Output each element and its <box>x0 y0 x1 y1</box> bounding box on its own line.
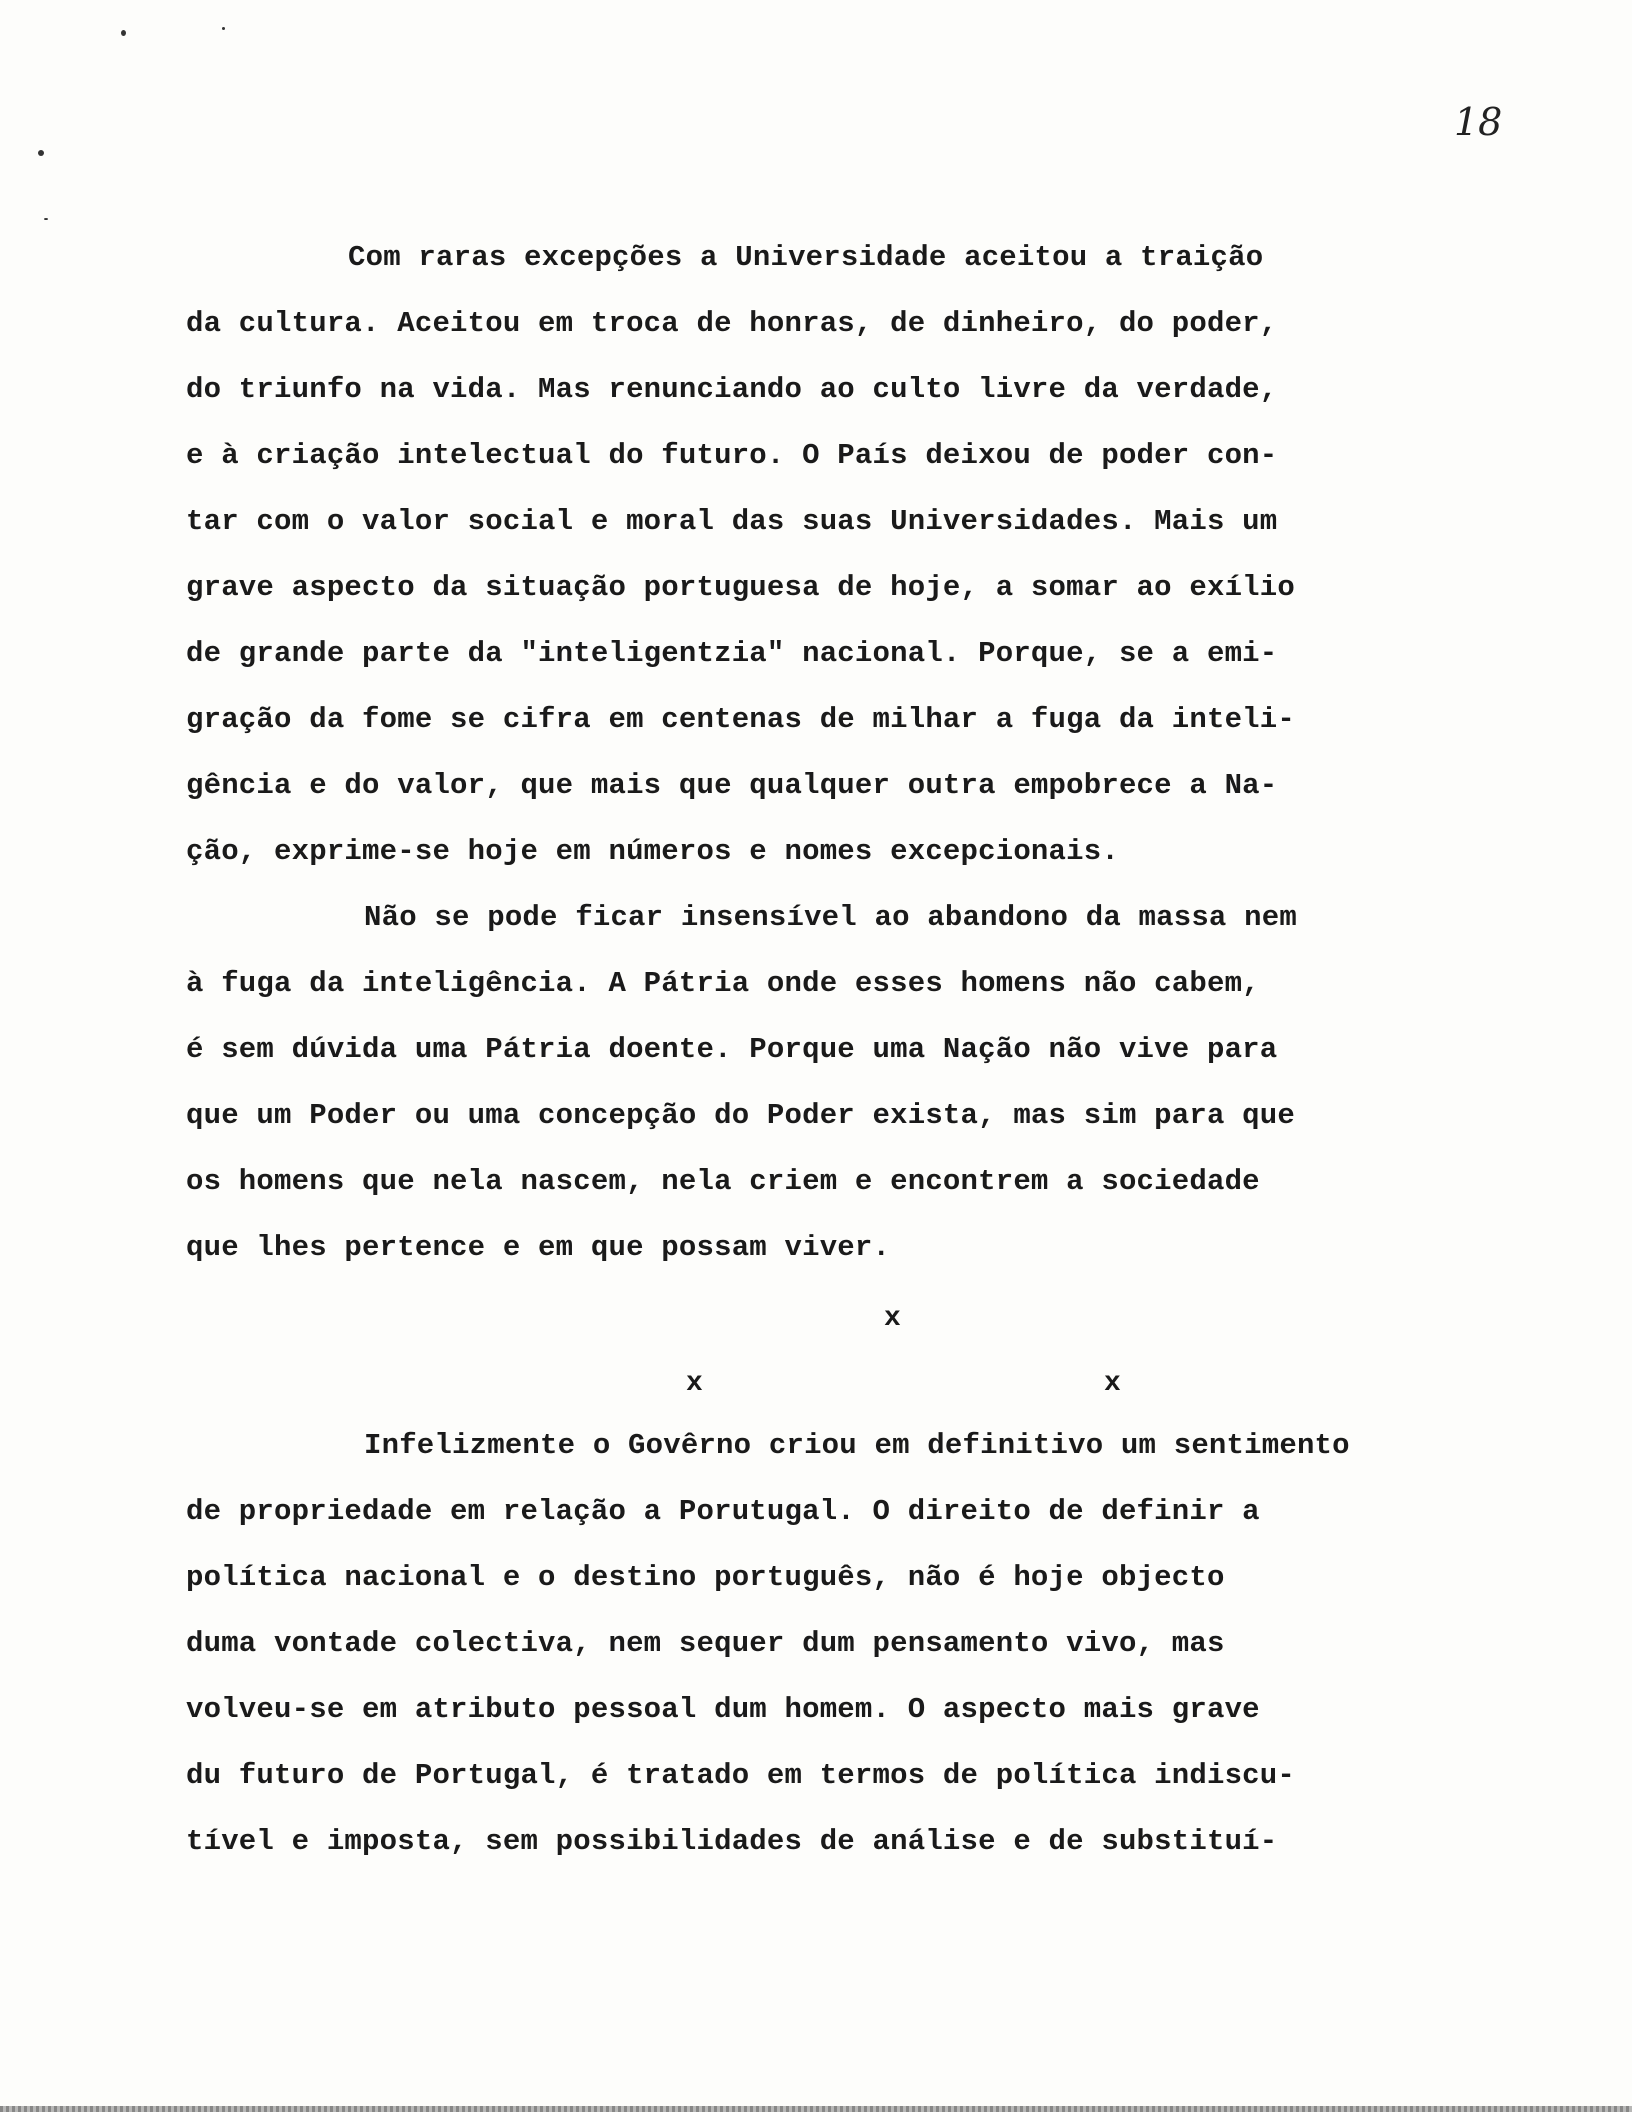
section-separator-right: x <box>1104 1368 1121 1399</box>
paragraph-2-line-5: os homens que nela nascem, nela criem e encontrem a sociedade <box>186 1165 1260 1198</box>
paragraph-1-line-4: e à criação intelectual do futuro. O País deixou de poder con- <box>186 439 1278 472</box>
paragraph-3-line-4: duma vontade colectiva, nem sequer dum pensamento vivo, mas <box>186 1627 1225 1660</box>
paragraph-2-line-6: que lhes pertence e em que possam viver. <box>186 1231 891 1264</box>
section-separator-left: x <box>686 1368 703 1399</box>
paragraph-3-line-6: du futuro de Portugal, é tratado em termos de política indiscu- <box>186 1759 1295 1792</box>
scan-speck <box>121 30 126 36</box>
paragraph-2-line-3: é sem dúvida uma Pátria doente. Porque uma Nação não vive para <box>186 1033 1278 1066</box>
paragraph-3-line-7: tível e imposta, sem possibilidades de análise e de substituí- <box>186 1825 1278 1858</box>
paragraph-3-line-1: Infelizmente o Govêrno criou em definitivo um sentimento <box>364 1429 1350 1462</box>
paragraph-1-line-6: grave aspecto da situação portuguesa de hoje, a somar ao exílio <box>186 571 1295 604</box>
paragraph-1-line-10: ção, exprime-se hoje em números e nomes excepcionais. <box>186 835 1119 868</box>
paragraph-1-line-8: gração da fome se cifra em centenas de milhar a fuga da inteli- <box>186 703 1295 736</box>
scan-speck <box>38 150 44 156</box>
scan-speck <box>44 218 48 220</box>
scan-bottom-edge <box>0 2106 1632 2112</box>
paragraph-2-line-2: à fuga da inteligência. A Pátria onde esses homens não cabem, <box>186 967 1260 1000</box>
paragraph-3-line-5: volveu-se em atributo pessoal dum homem. O aspecto mais grave <box>186 1693 1260 1726</box>
paragraph-2-line-4: que um Poder ou uma concepção do Poder exista, mas sim para que <box>186 1099 1295 1132</box>
paragraph-3-line-3: política nacional e o destino português, não é hoje objecto <box>186 1561 1225 1594</box>
paragraph-1-line-5: tar com o valor social e moral das suas Universidades. Mais um <box>186 505 1278 538</box>
paragraph-3-line-2: de propriedade em relação a Porutugal. O direito de definir a <box>186 1495 1260 1528</box>
section-separator-top: x <box>884 1303 901 1334</box>
page-number: 18 <box>1454 100 1503 144</box>
paragraph-1-line-7: de grande parte da "inteligentzia" nacional. Porque, se a emi- <box>186 637 1278 670</box>
scan-speck <box>222 27 225 30</box>
paragraph-1-line-1: Com raras excepções a Universidade aceitou a traição <box>348 241 1264 274</box>
paragraph-1-line-3: do triunfo na vida. Mas renunciando ao culto livre da verdade, <box>186 373 1278 406</box>
paragraph-2-line-1: Não se pode ficar insensível ao abandono da massa nem <box>364 901 1297 934</box>
paragraph-1-line-9: gência e do valor, que mais que qualquer outra empobrece a Na- <box>186 769 1278 802</box>
paragraph-1-line-2: da cultura. Aceitou em troca de honras, de dinheiro, do poder, <box>186 307 1278 340</box>
